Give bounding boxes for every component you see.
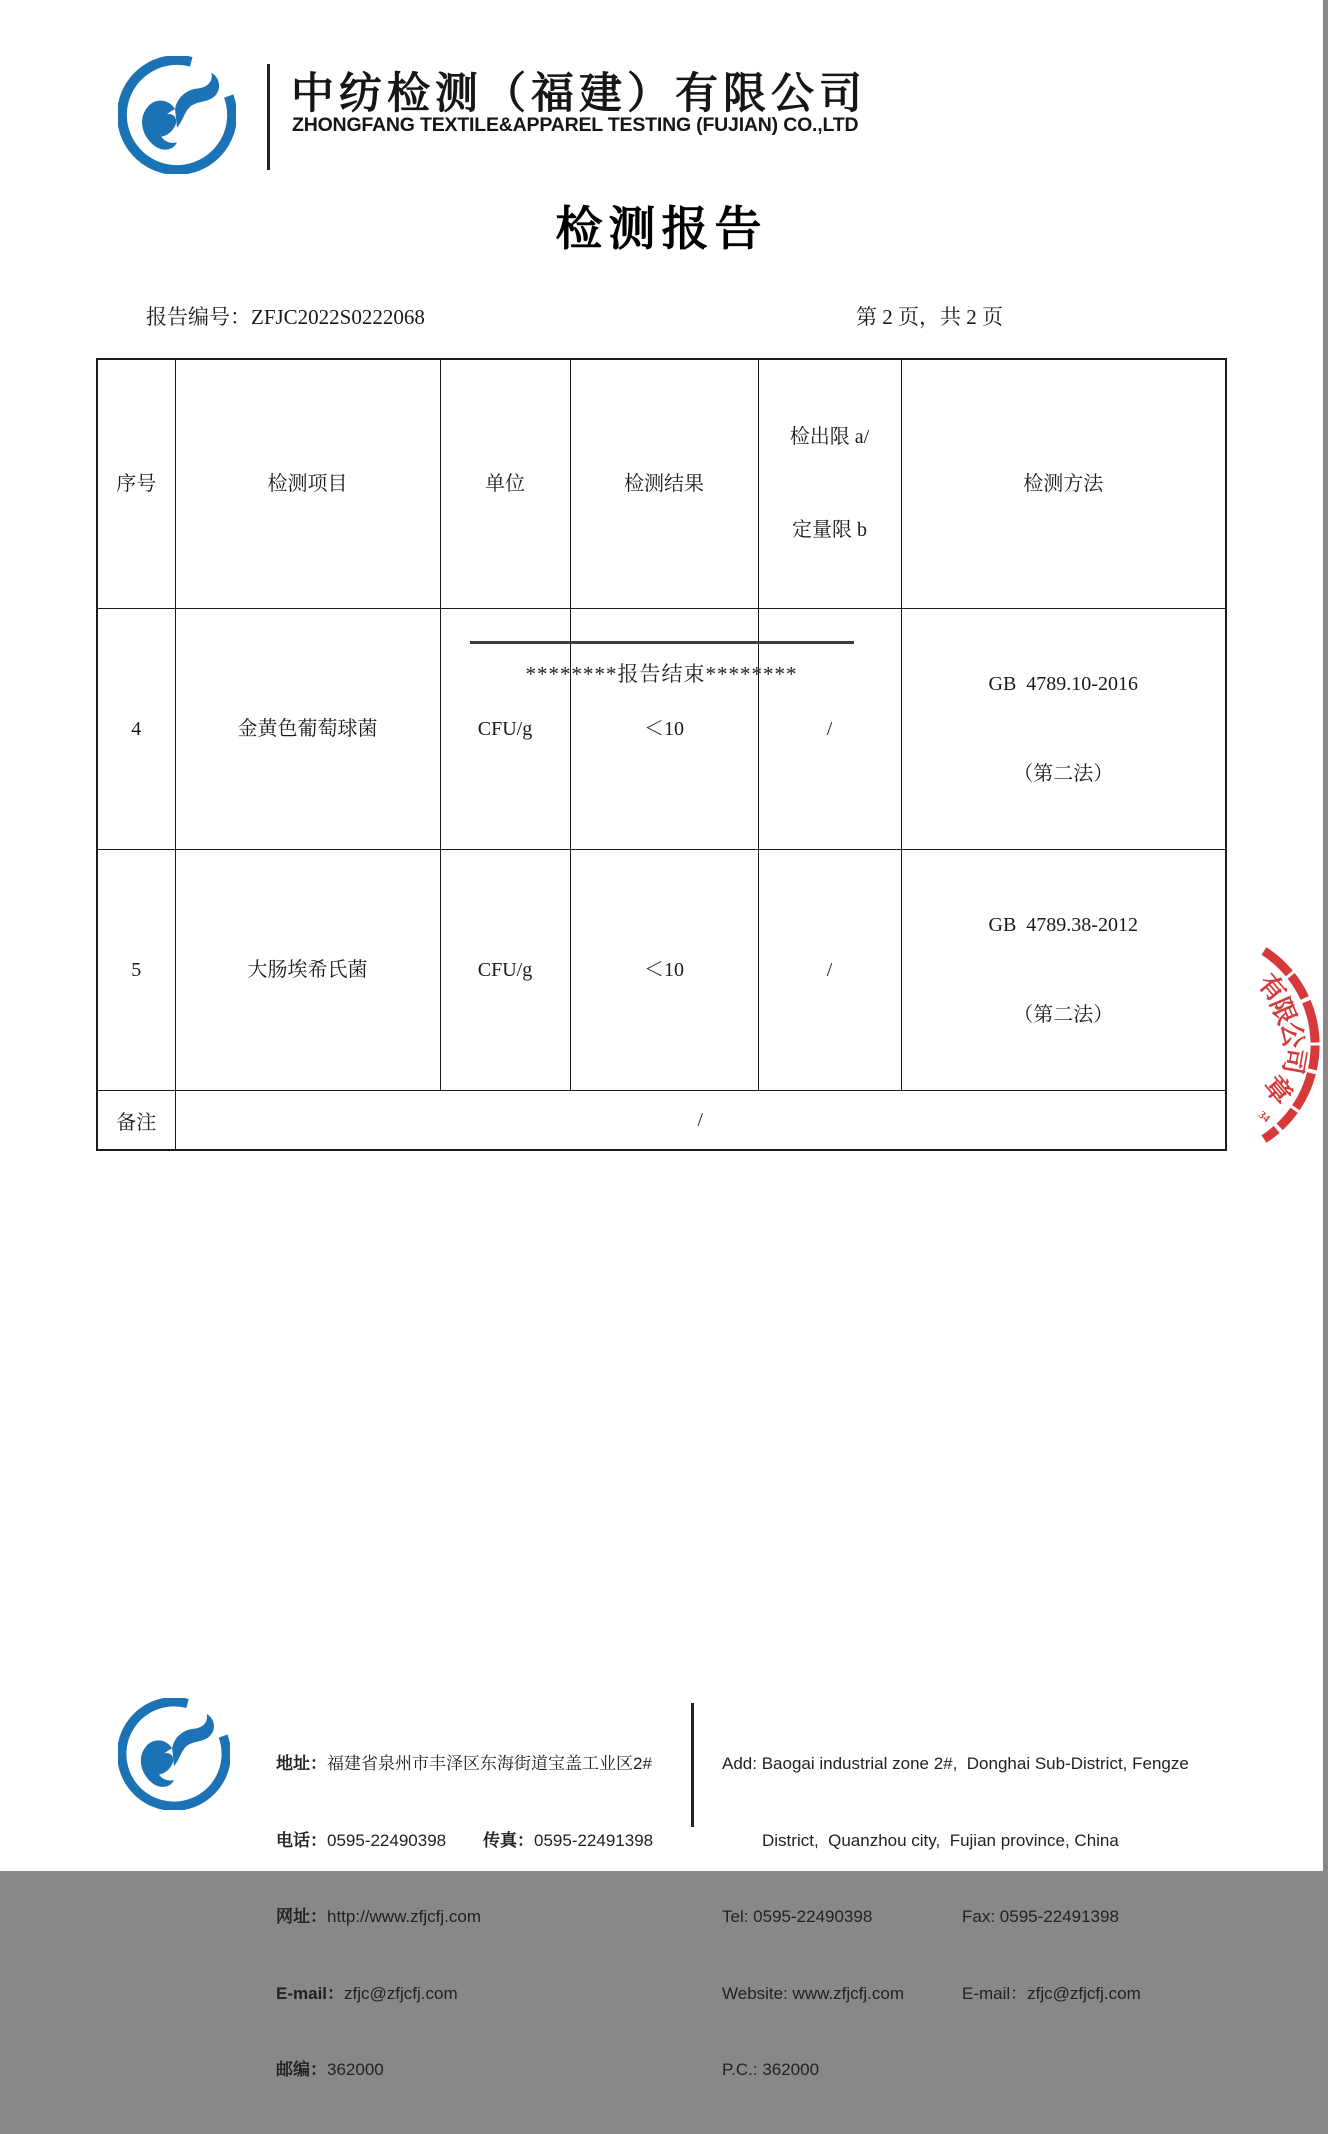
email-label: E-mail： [276, 1983, 345, 2003]
cell-item: 大肠埃希氏菌 [175, 850, 440, 1091]
footer-en-address2: District, Quanzhou city, Fujian province, China [762, 1830, 1119, 1850]
seal-char: 章 [1257, 1070, 1299, 1110]
fax-value: 0595-22491398 [534, 1830, 654, 1850]
cell-item: 金黄色葡萄球菌 [175, 609, 440, 850]
page-indicator: 第 2 页，共 2 页 [856, 305, 1003, 329]
footer-divider [691, 1703, 694, 1827]
footer-cn-web [276, 1904, 686, 1930]
report-number [146, 301, 425, 331]
method-line2: （第二法） [1013, 763, 1114, 785]
table-header-row [97, 359, 1226, 609]
cell-no: 4 [97, 609, 175, 850]
phone-label: 电话： [276, 1830, 327, 1850]
company-logo-icon [116, 56, 238, 174]
address-value: 福建省泉州市丰泽区东海街道宝盖工业区2# [327, 1754, 652, 1773]
company-seal-stamp [1088, 930, 1328, 1170]
footer-cn-address [276, 1751, 686, 1777]
web-label: 网址： [276, 1907, 327, 1926]
web-value: http://www.zfjcfj.com [327, 1907, 481, 1926]
zip-label: 邮编： [276, 2060, 327, 2079]
phone-value: 0595-22490398 [327, 1830, 447, 1850]
header-divider [267, 64, 270, 170]
footer-cn-phone-fax [276, 1828, 686, 1854]
cell-limit: / [758, 850, 901, 1091]
footer-en-pc: P.C.: 362000 [722, 2060, 820, 2079]
seal-char: 限 [1264, 993, 1302, 1029]
report-end-marker: ********报告结束******** [525, 662, 798, 686]
results-table [96, 358, 1227, 1151]
table-row [97, 850, 1226, 1091]
company-name-cn: 中纺检测（福建）有限公司 [291, 70, 867, 118]
method-line1: GB 4789.10-2016 [988, 673, 1138, 695]
email-value: E-mail：zfjc@zfjcfj.com [962, 1983, 1141, 2003]
footer-cn-zip [276, 2057, 686, 2083]
method-line2: （第二法） [1013, 1004, 1114, 1026]
cell-method [901, 609, 1226, 850]
seal-char: 公 [1276, 1020, 1308, 1050]
col-header-unit: 单位 [440, 359, 570, 609]
col-header-result: 检测结果 [570, 359, 758, 609]
col-header-item: 检测项目 [175, 359, 440, 609]
remark-value: / [175, 1091, 1226, 1151]
report-number-value: ZFJC2022S0222068 [251, 305, 425, 329]
seal-char: 司 [1277, 1045, 1311, 1077]
col-header-limit [758, 359, 901, 609]
footer-address-cn [276, 1700, 686, 2134]
company-name-en: ZHONGFANG TEXTILE&APPAREL TESTING (FUJIAN) CO.,LTD [292, 114, 859, 136]
cell-result: ＜10 [570, 850, 758, 1091]
footer-address-en [722, 1700, 1212, 2134]
website-value: Website: www.zfjcfj.com [722, 1983, 905, 2003]
page-title: 检测报告 [555, 202, 768, 255]
address-label: 地址： [276, 1754, 327, 1773]
footer-en-address1: Add: Baogai industrial zone 2#, Donghai Sub-District, Fengze [722, 1754, 1189, 1773]
col-header-method: 检测方法 [901, 359, 1226, 609]
seal-serial: 34 [1255, 1108, 1273, 1126]
footer-en-web-email [722, 1981, 1212, 2007]
meta-row [0, 301, 1323, 331]
method-line1: GB 4789.38-2012 [988, 914, 1138, 936]
cell-result: ＜10 [570, 609, 758, 850]
fax-value: Fax: 0595-22491398 [962, 1907, 1119, 1926]
footer-logo-icon [116, 1698, 232, 1810]
cell-unit: CFU/g [440, 609, 570, 850]
cell-unit: CFU/g [440, 850, 570, 1091]
fax-label: 传真： [483, 1830, 534, 1850]
end-divider-line [470, 641, 854, 644]
report-number-label: 报告编号： [146, 305, 251, 329]
col-header-limit-line2: 定量限 b [792, 519, 867, 541]
cell-limit: / [758, 609, 901, 850]
remark-row [97, 1091, 1226, 1151]
col-header-limit-line1: 检出限 a/ [789, 426, 870, 448]
footer-en-tel-fax [722, 1904, 1212, 1930]
table-row [97, 609, 1226, 850]
email-value: zfjc@zfjcfj.com [344, 1983, 458, 2003]
col-header-no: 序号 [97, 359, 175, 609]
remark-label: 备注 [97, 1091, 175, 1151]
seal-char: 有 [1252, 968, 1292, 1008]
footer-cn-email [276, 1981, 686, 2007]
tel-value: Tel: 0595-22490398 [722, 1907, 873, 1926]
cell-no: 5 [97, 850, 175, 1091]
zip-value: 362000 [327, 2060, 384, 2079]
